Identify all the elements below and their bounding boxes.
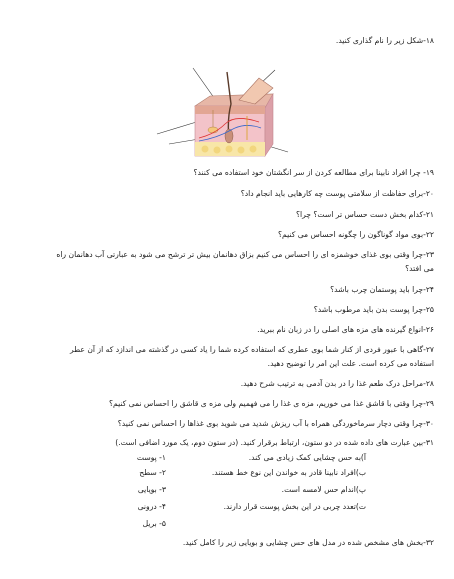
match-left-d: ت)تعدد چربی در این بخش پوست قرار دارند. bbox=[223, 502, 366, 511]
question-22: ۲۲-بوی مواد گوناگون را چگونه احساس می کنیم؟ bbox=[278, 230, 434, 239]
question-24: ۲۴-چرا باید پوستمان چرب باشد؟ bbox=[330, 285, 434, 294]
match-left-a: آ)به حس چشایی کمک زیادی می کند. bbox=[248, 453, 366, 462]
question-23-line-1: ۲۳-چرا وقتی بوی غذای خوشمزه ای را احساس می کنیم بزاق دهانمان بیش تر ترشح می شود به عبارتی آب دهانمان راه bbox=[56, 250, 434, 259]
match-right-3: ۳- بویایی bbox=[137, 485, 166, 494]
skin-cross-section-diagram bbox=[155, 64, 290, 164]
match-left-b: ب)افراد نابینا قادر به خواندن این نوع خط هستند. bbox=[211, 468, 366, 477]
question-26: ۲۶-انواع گیرنده های مزه های اصلی را در زبان نام ببرید. bbox=[257, 325, 434, 334]
question-27-line-1: ۲۷-گاهی با عبور فردی از کنار شما بوی عطری که استفاده کرده شما را یاد کسی در گذشته می اندازد که از آن عطر bbox=[69, 345, 434, 354]
question-30: ۳۰-چرا وقتی دچار سرماخوردگی همراه با آب ریزش شدید می شوید بوی غذاها را احساس نمی کنید؟ bbox=[117, 419, 434, 428]
match-right-5: ۵- بریل bbox=[142, 519, 166, 528]
question-19: ۱۹- چرا افراد نابینا برای مطالعه کردن از سر انگشتان خود استفاده می کنند؟ bbox=[193, 168, 434, 177]
question-31-title: ۳۱-بین عبارت های داده شده در دو ستون، ارتباط برقرار کنید. (در ستون دوم، یک مورد اضافی است.) bbox=[115, 438, 434, 447]
match-left-c: پ)اندام حس لامسه است. bbox=[281, 485, 366, 494]
question-29: ۲۹-چرا وقتی با قاشق غذا می خوریم، مزه ی غذا را می فهمیم ولی مزه ی قاشق را احساس نمی کنیم؟ bbox=[108, 399, 434, 408]
question-21: ۲۱-کدام بخش دست حساس تر است؟ چرا؟ bbox=[295, 210, 434, 219]
question-23-line-2: می افتد؟ bbox=[405, 264, 434, 273]
match-right-1: ۱- پوست bbox=[136, 453, 166, 462]
question-20: ۲۰-برای حفاظت از سلامتی پوست چه کارهایی باید انجام داد؟ bbox=[240, 189, 434, 198]
question-25: ۲۵-چرا پوست بدن باید مرطوب باشد؟ bbox=[313, 305, 434, 314]
question-18: ۱۸-شکل زیر را نام گذاری کنید. bbox=[335, 36, 434, 45]
question-28: ۲۸-مراحل درک طعم غذا را در بدن آدمی به ترتیب شرح دهید. bbox=[240, 379, 434, 388]
match-right-2: ۲- سطح bbox=[139, 468, 166, 477]
question-32: ۳۲-بخش های مشخص شده در مدل های حس چشایی و بویایی زیر را کامل کنید. bbox=[182, 538, 434, 547]
match-right-4: ۴- درونی bbox=[137, 502, 166, 511]
question-27-line-2: استفاده می کرده است. علت این امر را توضیح دهید. bbox=[267, 359, 434, 368]
